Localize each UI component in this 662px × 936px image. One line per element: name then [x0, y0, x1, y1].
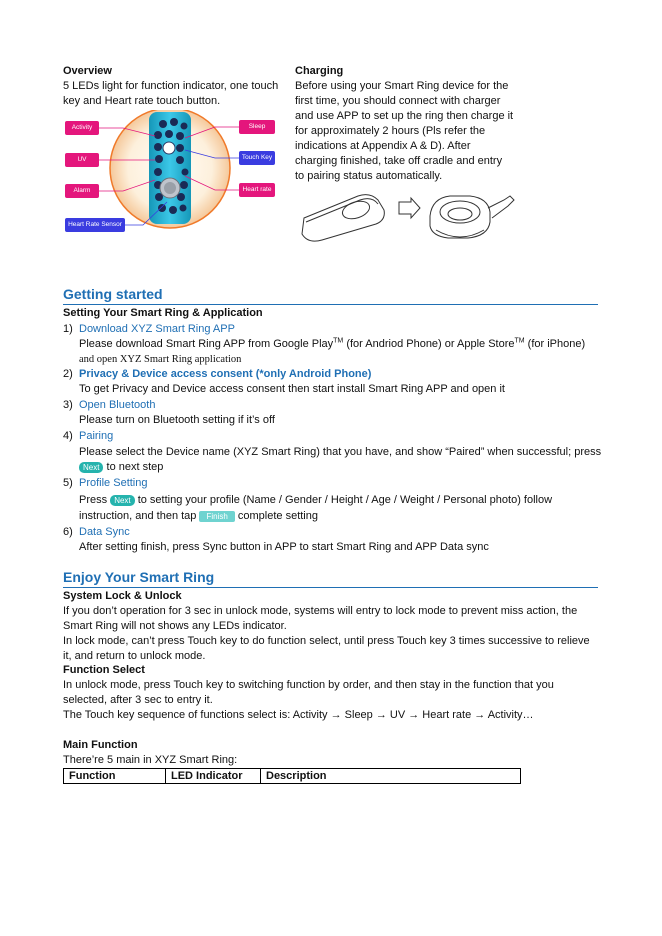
overview-title: Overview [63, 65, 112, 77]
charging-line: to pairing status automatically. [295, 170, 443, 182]
charging-title: Charging [295, 65, 344, 77]
table-header-cell: Function [64, 769, 166, 784]
step-number: 6) [63, 526, 73, 538]
charging-line: Before using your Smart Ring device for the [295, 80, 509, 92]
function-line: In unlock mode, press Touch key to switching function by order, and then stay in the function that you [63, 679, 554, 691]
desc-text: (for Andriod Phone) or Apple Store [343, 338, 515, 350]
step-desc-bluetooth: Please turn on Bluetooth setting if it’s off [79, 414, 275, 426]
label-sleep: Sleep [239, 120, 275, 134]
function-line: The Touch key sequence of functions select is: Activity → Sleep → UV → Heart rate → Activity… [63, 709, 534, 721]
heading-rule [63, 304, 598, 305]
function-select-title: Function Select [63, 664, 145, 676]
step-number: 1) [63, 323, 73, 335]
desc-text: Press [79, 494, 108, 506]
getting-started-heading: Getting started [63, 286, 163, 302]
trademark: TM [514, 337, 525, 345]
overview-line-2: key and Heart rate touch button. [63, 95, 221, 107]
main-function-title: Main Function [63, 739, 138, 751]
table-header-row [64, 769, 521, 784]
function-line: selected, after 3 sec to entry it. [63, 694, 213, 706]
label-heart-rate: Heart rate [239, 183, 275, 197]
table-header-cell: LED Indicator [166, 769, 261, 784]
step-title-bluetooth[interactable]: Open Bluetooth [79, 399, 156, 411]
charging-line: for approximately 2 hours (Pls refer the [295, 125, 486, 137]
charger-illustration [298, 186, 516, 244]
next-button[interactable]: Next [79, 462, 103, 473]
step-desc-profile-2 [79, 509, 318, 524]
charging-line: charging finished, take off cradle and entry [295, 155, 503, 167]
lock-line: it, and return to unlock mode. [63, 650, 206, 662]
charging-line: indications at Appendix A & D). After [295, 140, 471, 152]
label-uv: UV [65, 153, 99, 167]
function-table [63, 768, 521, 784]
lock-line: In lock mode, can’t press Touch key to do function select, until press Touch key 3 times successive to relieve [63, 635, 590, 647]
desc-text: to setting your profile (Name / Gender / Height / Age / Weight / Personal photo) follow [137, 494, 553, 506]
step-desc-data-sync: After setting finish, press Sync button in APP to start Smart Ring and APP Data sync [79, 541, 489, 553]
step-desc-download-2: and open XYZ Smart Ring application [79, 354, 242, 365]
label-heart-rate-sensor: Heart Rate Sensor [65, 218, 125, 232]
label-touch-key: Touch Key [239, 151, 275, 165]
step-number: 5) [63, 477, 73, 489]
enjoy-heading: Enjoy Your Smart Ring [63, 569, 215, 585]
charging-line: first time, you should connect with charger [295, 95, 501, 107]
step-number: 2) [63, 368, 73, 380]
heading-rule [63, 587, 598, 588]
table-header-cell: Description [261, 769, 521, 784]
step-desc-profile [79, 493, 552, 508]
step-title-pairing[interactable]: Pairing [79, 430, 114, 442]
label-alarm: Alarm [65, 184, 99, 198]
step-title-privacy[interactable]: Privacy & Device access consent (*only Android Phone) [79, 368, 372, 380]
step-title-profile[interactable]: Profile Setting [79, 477, 148, 489]
step-number: 3) [63, 399, 73, 411]
lock-line: Smart Ring will not shows any LEDs indicator. [63, 620, 287, 632]
step-desc-pairing: Please select the Device name (XYZ Smart Ring) that you have, and show “Paired” when successful; press [79, 446, 602, 458]
step-desc-download [79, 337, 585, 352]
lock-title: System Lock & Unlock [63, 590, 182, 602]
trademark: TM [333, 337, 344, 345]
desc-text: Please download Smart Ring APP from Google Play [79, 338, 334, 350]
step-title-download[interactable]: Download XYZ Smart Ring APP [79, 323, 235, 335]
label-activity: Activity [65, 121, 99, 135]
step-number: 4) [63, 430, 73, 442]
desc-text: instruction, and then tap [79, 510, 197, 522]
finish-button[interactable]: Finish [199, 511, 234, 522]
step-desc-privacy: To get Privacy and Device access consent then start install Smart Ring APP and open it [79, 383, 505, 395]
setup-subheading: Setting Your Smart Ring & Application [63, 307, 263, 319]
desc-text: (for iPhone) [524, 338, 586, 350]
ring-diagram [63, 110, 278, 238]
desc-text: to next step [106, 461, 164, 473]
step-title-data-sync[interactable]: Data Sync [79, 526, 130, 538]
main-function-desc: There’re 5 main in XYZ Smart Ring: [63, 754, 238, 766]
lock-line: If you don’t operation for 3 sec in unlock mode, systems will entry to lock mode to prevent miss action, the [63, 605, 578, 617]
overview-line-1: 5 LEDs light for function indicator, one touch [63, 80, 279, 92]
next-button[interactable]: Next [110, 495, 134, 506]
step-desc-pairing-2 [79, 460, 163, 475]
charging-line: and use APP to set up the ring then charge it [295, 110, 514, 122]
desc-text: complete setting [237, 510, 318, 522]
